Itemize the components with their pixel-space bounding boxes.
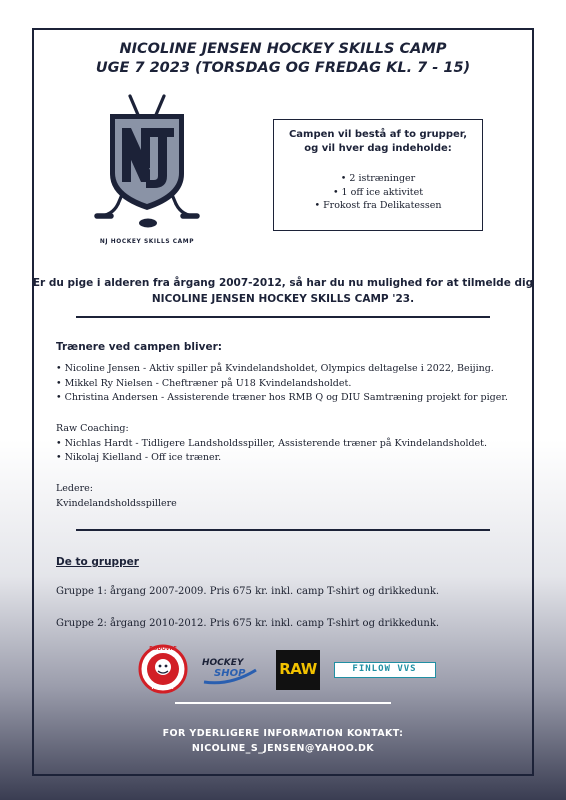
sponsor-2-line-1: HOCKEY	[202, 658, 244, 668]
groups-title: De to grupper	[56, 556, 139, 568]
title-line-2: UGE 7 2023 (TORSDAG OG FREDAG KL. 7 - 15)	[95, 60, 471, 76]
divider	[76, 529, 490, 531]
trainers-title: Trænere ved campen bliver:	[56, 341, 222, 353]
page-title	[32, 40, 534, 78]
trainer-item: • Nichlas Hardt - Tidligere Landsholdsspiller, Assisterende træner på Kvindelandsholdet.	[56, 437, 488, 449]
sponsor-raw-logo	[276, 650, 320, 690]
trainer-item: • Mikkel Ry Nielsen - Cheftræner på U18 Kvindelandsholdet.	[56, 377, 352, 389]
raw-coaching-list	[56, 422, 487, 466]
trainer-item: • Christina Andersen - Assisterende træner hos RMB Q og DIU Samtræning projekt for piger.	[56, 392, 508, 403]
logo-caption: NJ HOCKEY SKILLS CAMP	[99, 237, 195, 245]
info-list	[274, 172, 482, 213]
sponsor-2-line-2: SHOP	[214, 668, 246, 679]
group-2-text: Gruppe 2: årgang 2010-2012. Pris 675 kr. inkl. camp T-shirt og drikkedunk.	[56, 618, 440, 629]
raw-coaching-heading: Raw Coaching:	[56, 423, 129, 434]
sponsor-3-text: RAW	[279, 660, 317, 678]
leaders-value: Kvindelandsholdsspillere	[56, 497, 177, 509]
contact-email[interactable]: NICOLINE_S_JENSEN@YAHOO.DK	[191, 743, 375, 754]
contact-info	[32, 726, 534, 756]
trainer-item: • Nikolaj Kielland - Off ice træner.	[56, 452, 222, 463]
sponsor-1-top-text: RØDOVRE	[149, 646, 177, 652]
trainers-list	[56, 362, 508, 406]
camp-info-box	[273, 119, 483, 231]
intro-line-1: Er du pige i alderen fra årgang 2007-2012, så har du nu mulighed for at tilmelde dig	[32, 277, 534, 289]
sponsor-1-bottom-text: HOCKEY	[151, 685, 175, 691]
title-line-1: NICOLINE JENSEN HOCKEY SKILLS CAMP	[119, 41, 447, 57]
contact-line-1: FOR YDERLIGERE INFORMATION KONTAKT:	[162, 728, 404, 739]
sponsor-hockeyshop-logo	[200, 656, 260, 686]
sponsor-finlow-vvs-logo	[334, 662, 436, 678]
info-heading	[274, 128, 482, 156]
sponsor-4-text: FINLOW VVS	[352, 664, 417, 674]
info-item: • 2 istræninger	[340, 173, 416, 184]
puck-icon	[139, 219, 157, 228]
intro-text	[32, 275, 534, 307]
info-heading-line-1: Campen vil bestå af to grupper,	[288, 129, 468, 140]
leaders-block	[56, 482, 177, 511]
trainer-item: • Nicoline Jensen - Aktiv spiller på Kvindelandsholdet, Olympics deltagelse i 2022, Beijing.	[56, 363, 494, 374]
info-heading-line-2: og vil hver dag indeholde:	[304, 143, 452, 154]
group-1-text: Gruppe 1: årgang 2007-2009. Pris 675 kr. inkl. camp T-shirt og drikkedunk.	[56, 586, 440, 597]
nj-hockey-logo	[88, 92, 206, 250]
sponsor-rodovre-hockey-logo	[138, 644, 188, 694]
info-item: • 1 off ice aktivitet	[332, 186, 424, 198]
divider	[76, 316, 490, 318]
intro-line-2: NICOLINE JENSEN HOCKEY SKILLS CAMP '23.	[151, 293, 415, 305]
info-item: • Frokost fra Delikatessen	[314, 200, 442, 211]
footer-divider	[175, 702, 391, 704]
leaders-heading: Ledere:	[56, 483, 93, 494]
